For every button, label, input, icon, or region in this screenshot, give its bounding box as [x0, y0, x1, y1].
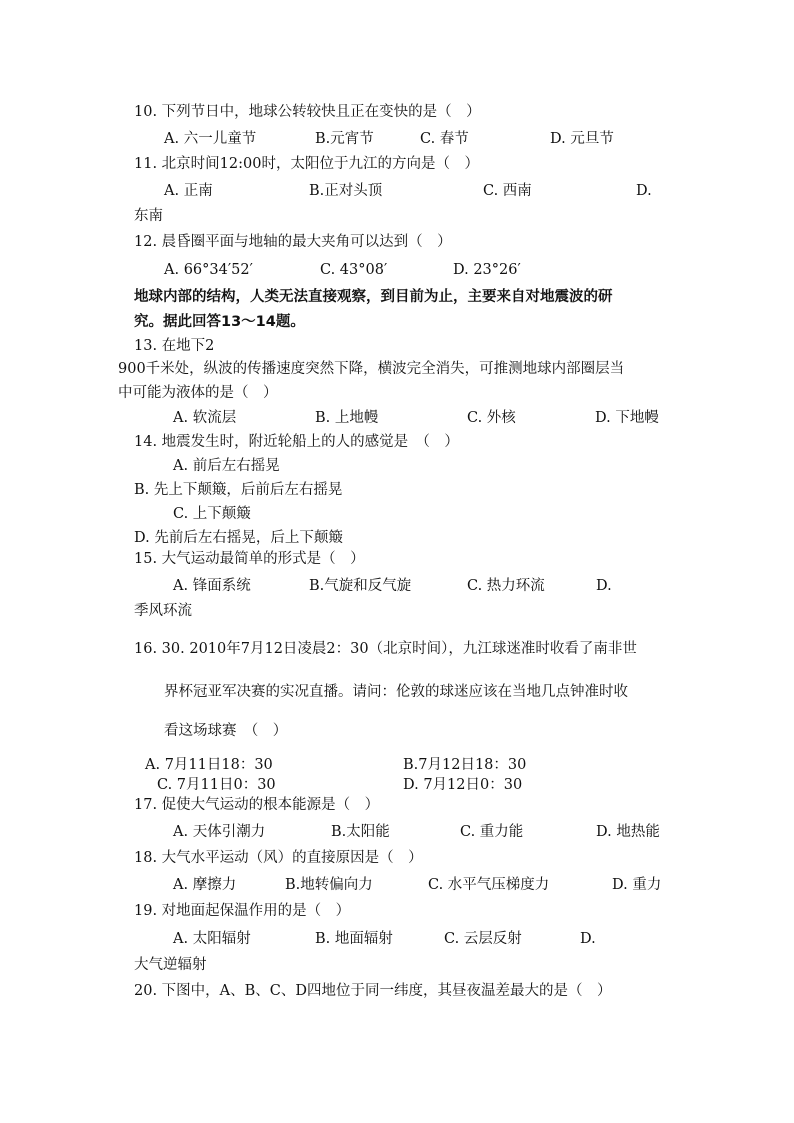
question-13-stem-line-2: 900千米处，纵波的传播速度突然下降，横波完全消失，可推测地球内部圈层当 — [118, 361, 625, 377]
question-16-stem-line-1: 16. 30. 2010年7月12日凌晨2：30（北京时间），九江球迷准时收看了南非世 — [134, 641, 637, 657]
question-11-stem: 11. 北京时间12:00时，太阳位于九江的方向是（ ） — [134, 156, 479, 172]
question-17-stem: 17. 促使大气运动的根本能源是（ ） — [134, 797, 380, 813]
option-d: D. 23°26′ — [453, 262, 521, 278]
question-14-option-b: B. 先上下颠簸，后前后左右摇晃 — [134, 482, 343, 498]
option-b: B.7月12日18：30 — [403, 757, 527, 773]
question-13-stem-line-1: 13. 在地下2 — [134, 338, 215, 354]
option-c: C. 7月11日0：30 — [157, 777, 276, 793]
passage-line-1: 地球内部的结构，人类无法直接观察，到目前为止，主要来自对地震波的研 — [134, 289, 613, 305]
question-18-stem: 18. 大气水平运动（风）的直接原因是（ ） — [134, 850, 423, 866]
question-14-stem: 14. 地震发生时，附近轮船上的人的感觉是 （ ） — [134, 434, 459, 450]
option-a: A. 正南 — [164, 183, 213, 199]
option-a: A. 软流层 — [173, 410, 237, 426]
option-c: C. 43°08′ — [320, 262, 388, 278]
option-b: B.元宵节 — [315, 131, 374, 147]
option-b: B. 上地幔 — [315, 410, 379, 426]
option-d-continuation: 大气逆辐射 — [134, 957, 207, 973]
option-a: A. 锋面系统 — [173, 578, 251, 594]
question-20-stem: 20. 下图中，A、B、C、D四地位于同一纬度，其昼夜温差最大的是（ ） — [134, 983, 612, 999]
question-19-stem: 19. 对地面起保温作用的是（ ） — [134, 903, 351, 919]
option-c: C. 西南 — [483, 183, 532, 199]
option-d: D. — [596, 578, 612, 594]
option-d: D. 下地幔 — [595, 410, 659, 426]
option-b: B.正对头顶 — [309, 183, 383, 199]
option-a: A. 7月11日18：30 — [145, 757, 273, 773]
option-d: D. 地热能 — [596, 824, 660, 840]
option-d-continuation: 季风环流 — [134, 603, 192, 619]
option-c: C. 重力能 — [460, 824, 524, 840]
question-14-option-a: A. 前后左右摇晃 — [173, 458, 280, 474]
question-15-stem: 15. 大气运动最简单的形式是（ ） — [134, 551, 365, 567]
option-a: A. 66°34′52′ — [164, 262, 253, 278]
option-b: B.太阳能 — [331, 824, 390, 840]
question-16-stem-line-3: 看这场球赛 （ ） — [164, 723, 288, 739]
option-d: D. 7月12日0：30 — [403, 777, 523, 793]
option-b: B. 地面辐射 — [315, 931, 393, 947]
question-10-stem: 10. 下列节日中，地球公转较快且正在变快的是（ ） — [134, 104, 481, 120]
option-a: A. 摩擦力 — [173, 877, 237, 893]
option-c: C. 春节 — [420, 131, 469, 147]
option-c: C. 外核 — [467, 410, 516, 426]
option-c: C. 热力环流 — [467, 578, 545, 594]
option-d: D. — [580, 931, 596, 947]
option-a: A. 天体引潮力 — [173, 824, 266, 840]
option-d: D. 元旦节 — [550, 131, 614, 147]
question-14-option-d: D. 先前后左右摇晃，后上下颠簸 — [134, 530, 343, 546]
question-13-stem-line-3: 中可能为液体的是（ ） — [118, 385, 278, 401]
option-c: C. 云层反射 — [444, 931, 522, 947]
passage-line-2: 究。据此回答13～14题。 — [134, 314, 305, 330]
option-d-continuation: 东南 — [134, 208, 163, 224]
question-16-stem-line-2: 界杯冠亚军决赛的实况直播。请问：伦敦的球迷应该在当地几点钟准时收 — [164, 684, 628, 700]
question-14-option-c: C. 上下颠簸 — [173, 506, 251, 522]
question-12-stem: 12. 晨昏圈平面与地轴的最大夹角可以达到（ ） — [134, 234, 452, 250]
option-b: B.地转偏向力 — [285, 877, 373, 893]
option-d: D. — [636, 183, 652, 199]
option-a: A. 六一儿童节 — [164, 131, 257, 147]
option-a: A. 太阳辐射 — [173, 931, 251, 947]
option-c: C. 水平气压梯度力 — [428, 877, 550, 893]
option-b: B.气旋和反气旋 — [309, 578, 412, 594]
option-d: D. 重力 — [612, 877, 662, 893]
